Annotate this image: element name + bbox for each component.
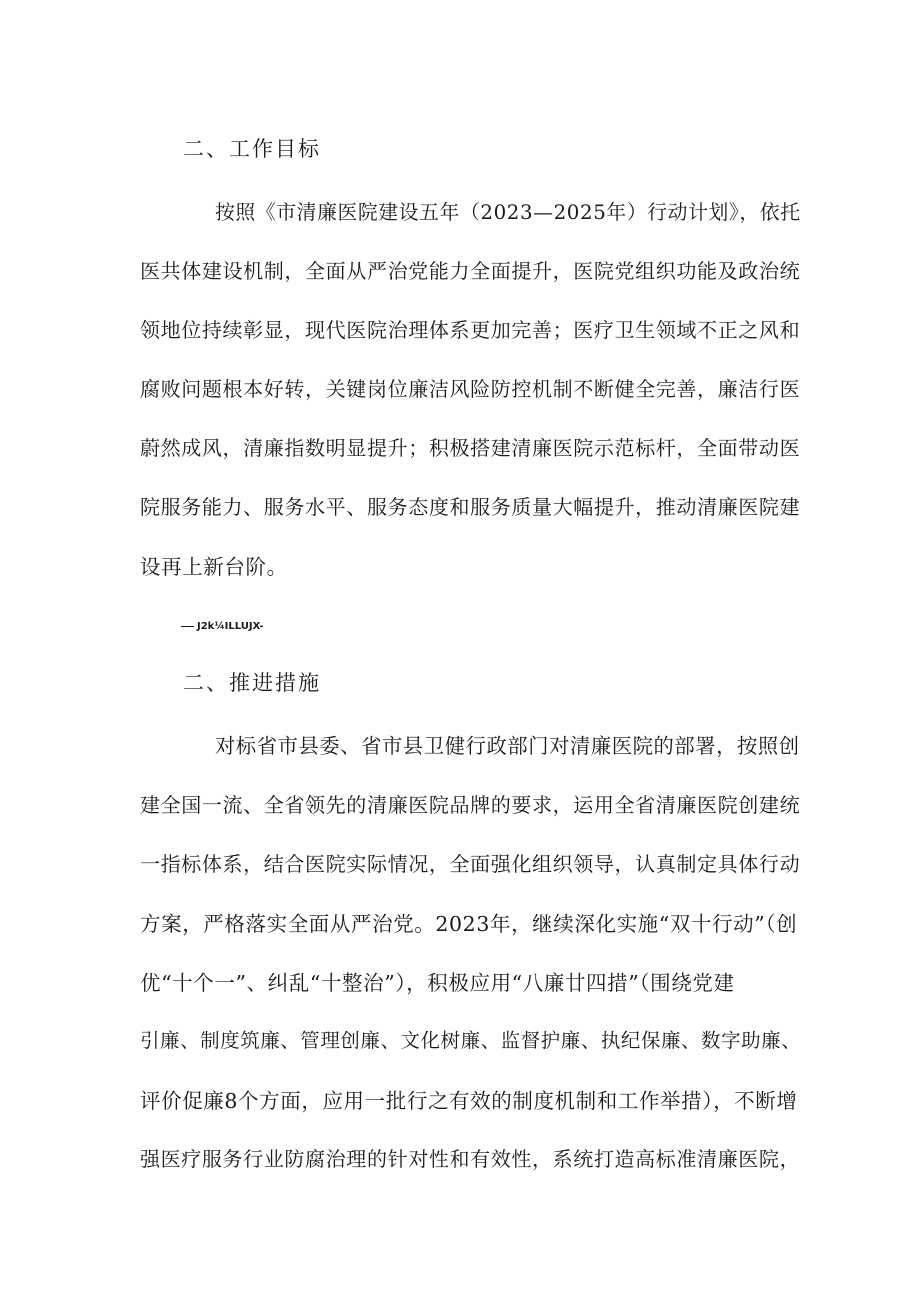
paragraph-line: 院服务能力、服务水平、服务态度和服务质量大幅提升，推动清廉医院建	[140, 495, 801, 519]
paragraph-line: 评价促廉8个方面，应用一批行之有效的制度机制和工作举措），不断增	[140, 1089, 798, 1113]
paragraph-line: 按照《市清廉医院建设五年（2023—2025年）行动计划》，依托	[215, 201, 801, 224]
scan-artifact-text	[181, 621, 264, 632]
paragraph-line: 腐败问题根本好转，关键岗位廉洁风险防控机制不断健全完善，廉洁行医	[140, 377, 801, 401]
paragraph-line: 设再上新台阶。	[140, 555, 288, 579]
paragraph-line: 强医疗服务行业防腐治理的针对性和有效性，系统打造高标准清廉医院，	[140, 1147, 801, 1171]
paragraph-line: 一指标体系，结合医院实际情况，全面强化组织领导，认真制定具体行动	[140, 852, 801, 876]
paragraph-line: 领地位持续彰显，现代医院治理体系更加完善；医疗卫生领域不正之风和	[140, 318, 801, 342]
paragraph-line: 方案，严格落实全面从严治党。2023年，继续深化实施“双十行动”（创	[140, 912, 798, 936]
paragraph-line: 引廉、制度筑廉、管理创廉、文化树廉、监督护廉、执纪保廉、数字助廉、	[140, 1029, 802, 1052]
artifact-label: J2k¼ILLUJX-	[197, 621, 264, 632]
paragraph-line: 对标省市县委、省市县卫健行政部门对清廉医院的部署，按照创	[215, 734, 800, 758]
section-heading-work-goals: 二、工作目标	[183, 137, 321, 161]
paragraph-line: 蔚然成风，清廉指数明显提升；积极搭建清廉医院示范标杆，全面带动医	[140, 436, 801, 460]
paragraph-line: 医共体建设机制，全面从严治党能力全面提升，医院党组织功能及政治统	[140, 259, 801, 283]
section-heading-measures: 二、推进措施	[183, 671, 321, 695]
artifact-dash	[181, 626, 194, 627]
paragraph-line: 优“十个一”、纠乱“十整治”），积极应用“八廉廿四措”（围绕党建	[140, 971, 735, 995]
paragraph-line: 建全国一流、全省领先的清廉医院品牌的要求，运用全省清廉医院创建统	[140, 793, 801, 817]
